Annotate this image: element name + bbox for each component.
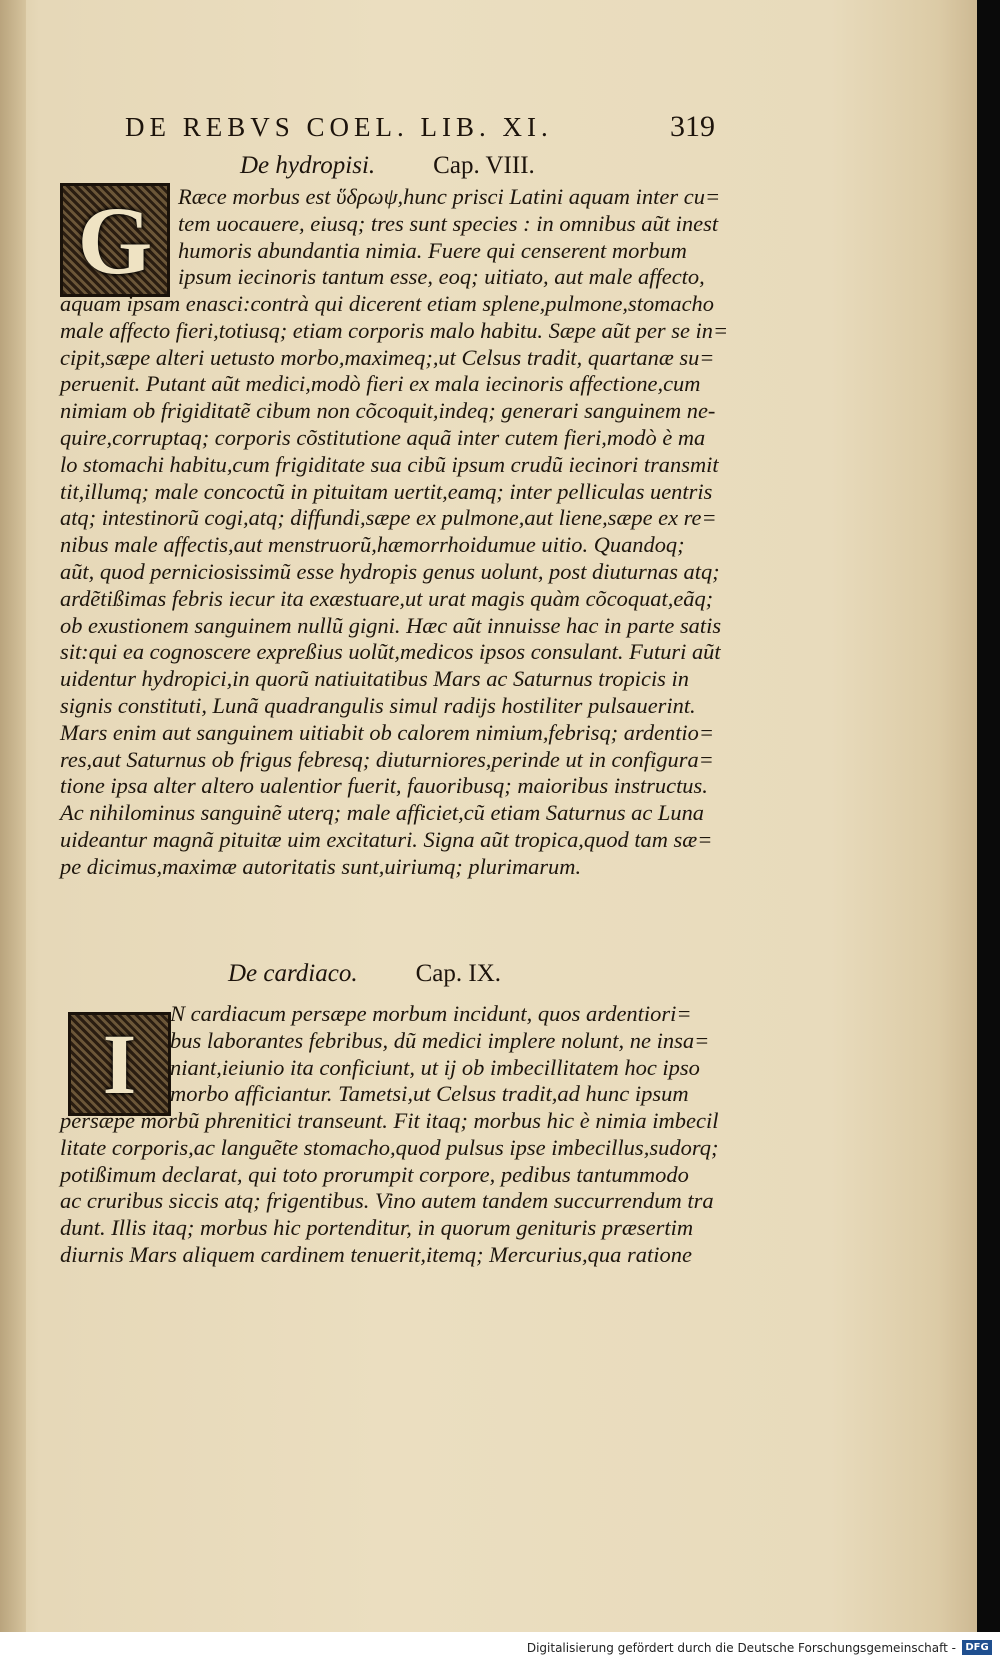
decorated-initial: I: [68, 1012, 171, 1116]
text-line: aquam ipsam enasci:contrà qui dicerent etiam splene,pulmone,stomacho: [60, 291, 714, 316]
chapter-text: [60, 291, 731, 881]
text-line: tem uocauere, eiusq; tres sunt species : in omnibus aũt inest: [178, 210, 719, 236]
text-line: male affecto fieri,totiusq; etiam corporis malo habitu. Sæpe aũt per se in=: [60, 317, 729, 343]
page-edge: [977, 0, 1000, 1632]
running-head-title: DE REBVS COEL. LIB. XI.: [125, 112, 553, 142]
decorated-initial: G: [60, 183, 170, 297]
text-line: res,aut Saturnus ob frigus febresq; diuturniores,perinde ut in configura=: [60, 746, 714, 772]
text-line: N cardiacum persæpe morbum incidunt, quos ardentiori=: [170, 1001, 692, 1026]
text-line: peruenit. Putant aũt medici,modò fieri ex mala iecinoris affectione,cum: [60, 371, 701, 397]
text-line: pe dicimus,maximæ autoritatis sunt,uiriumq; plurimarum.: [60, 853, 582, 879]
text-line: diurnis Mars aliquem cardinem tenuerit,itemq; Mercurius,qua ratione: [60, 1241, 693, 1267]
chapter-heading: [228, 960, 501, 988]
text-line: atq; intestinorũ cogi,atq; diffundi,sæpe ex pulmone,aut liene,sæpe ex re=: [60, 505, 717, 531]
page-gutter: [0, 0, 26, 1632]
text-line: humoris abundantia nimia. Fuere qui censerent morbum: [178, 237, 687, 263]
text-line: signis constituti, Lunã quadrangulis simul radijs hostiliter pulsauerint.: [60, 692, 696, 718]
text-line: persæpe morbũ phrenitici transeunt. Fit itaq; morbus hic è nimia imbecil: [60, 1108, 719, 1133]
text-line: Ac nihilominus sanguinẽ uterq; male afficiet,cũ etiam Saturnus ac Luna: [60, 800, 705, 826]
chapter-number: Cap. IX.: [415, 960, 501, 987]
footer-credit: Digitalisierung gefördert durch die Deutsche Forschungsgemeinschaft -: [526, 1641, 956, 1655]
chapter-title: De hydropisi.: [240, 152, 376, 179]
text-line: ardẽtißimas febris iecur ita exæstuare,ut urat magis quàm cõcoquat,eãq;: [60, 585, 714, 611]
text-line: uidentur hydropici,in quorũ natiuitatibus Mars ac Saturnus tropicis in: [60, 666, 689, 692]
text-line: dunt. Illis itaq; morbus hic portenditur, in quorum genituris præsertim: [60, 1215, 694, 1241]
running-head: [125, 112, 715, 152]
text-line: uideantur magnã pituitæ uim excitaturi. Signa aũt tropica,quod tam sæ=: [60, 826, 713, 852]
chapter-heading: [240, 152, 535, 180]
chapter-title: De cardiaco.: [228, 960, 358, 987]
text-line: morbo afficiantur. Tametsi,ut Celsus tradit,ad hunc ipsum: [170, 1081, 689, 1107]
text-line: ac cruribus siccis atq; frigentibus. Vino autem tandem succurrendum tra: [60, 1188, 714, 1214]
text-line: niant,ieiunio ita conficiunt, ut ij ob imbecillitatem hoc ipso: [170, 1054, 700, 1080]
text-line: nimiam ob frigiditatẽ cibum non cõcoquit,indeq; generari sanguinem ne-: [60, 398, 716, 424]
chapter-text: [60, 1108, 719, 1269]
text-line: litate corporis,ac languẽte stomacho,quod pulsus ipse imbecillus,sudorq;: [60, 1134, 719, 1160]
text-line: quire,corruptaq; corporis cõstitutione aquã inter cutem fieri,modò è ma: [60, 424, 706, 450]
text-line: potißimum declarat, qui toto prorumpit corpore, pedibus tantummodo: [60, 1161, 689, 1187]
digitization-footer: [0, 1632, 1000, 1668]
text-line: cipit,sæpe alteri uetusto morbo,maximeq;,ut Celsus tradit, quartanæ su=: [60, 344, 715, 370]
text-line: nibus male affectis,aut menstruorũ,hæmorrhoidumue uitio. Quandoq;: [60, 532, 685, 558]
text-line: tione ipsa alter altero ualentior fuerit, fauoribusq; maioribus instructus.: [60, 773, 708, 799]
chapter-text-indented: [178, 184, 720, 291]
text-line: bus laborantes febribus, dũ medici implere nolunt, ne insa=: [170, 1027, 710, 1053]
text-line: tit,illumq; male concoctũ in pituitam uertit,eamq; inter pelliculas uentris: [60, 478, 713, 504]
text-line: ipsum iecinoris tantum esse, eoq; uitiato, aut male affecto,: [178, 264, 705, 290]
page-number: 319: [670, 110, 715, 143]
text-line: sit:qui ea cognoscere expreßius uolũt,medicos ipsos consulant. Futuri aũt: [60, 639, 721, 665]
chapter-number: Cap. VIII.: [433, 152, 535, 179]
text-line: Mars enim aut sanguinem uitiabit ob calorem nimium,febrisq; ardentio=: [60, 719, 714, 745]
text-line: aũt, quod perniciosissimũ esse hydropis genus uolunt, post diuturnas atq;: [60, 558, 720, 584]
dfg-logo: DFG: [962, 1640, 992, 1655]
text-line: ob exustionem sanguinem nullũ gigni. Hæc aũt innuisse hac in parte satis: [60, 612, 722, 638]
chapter-text-indented: [170, 1001, 709, 1108]
text-line: lo stomachi habitu,cum frigiditate sua cibũ ipsum crudũ iecinori transmit: [60, 451, 719, 477]
text-line: Ræce morbus est ὕδρωψ,hunc prisci Latini aquam inter cu=: [178, 184, 721, 209]
